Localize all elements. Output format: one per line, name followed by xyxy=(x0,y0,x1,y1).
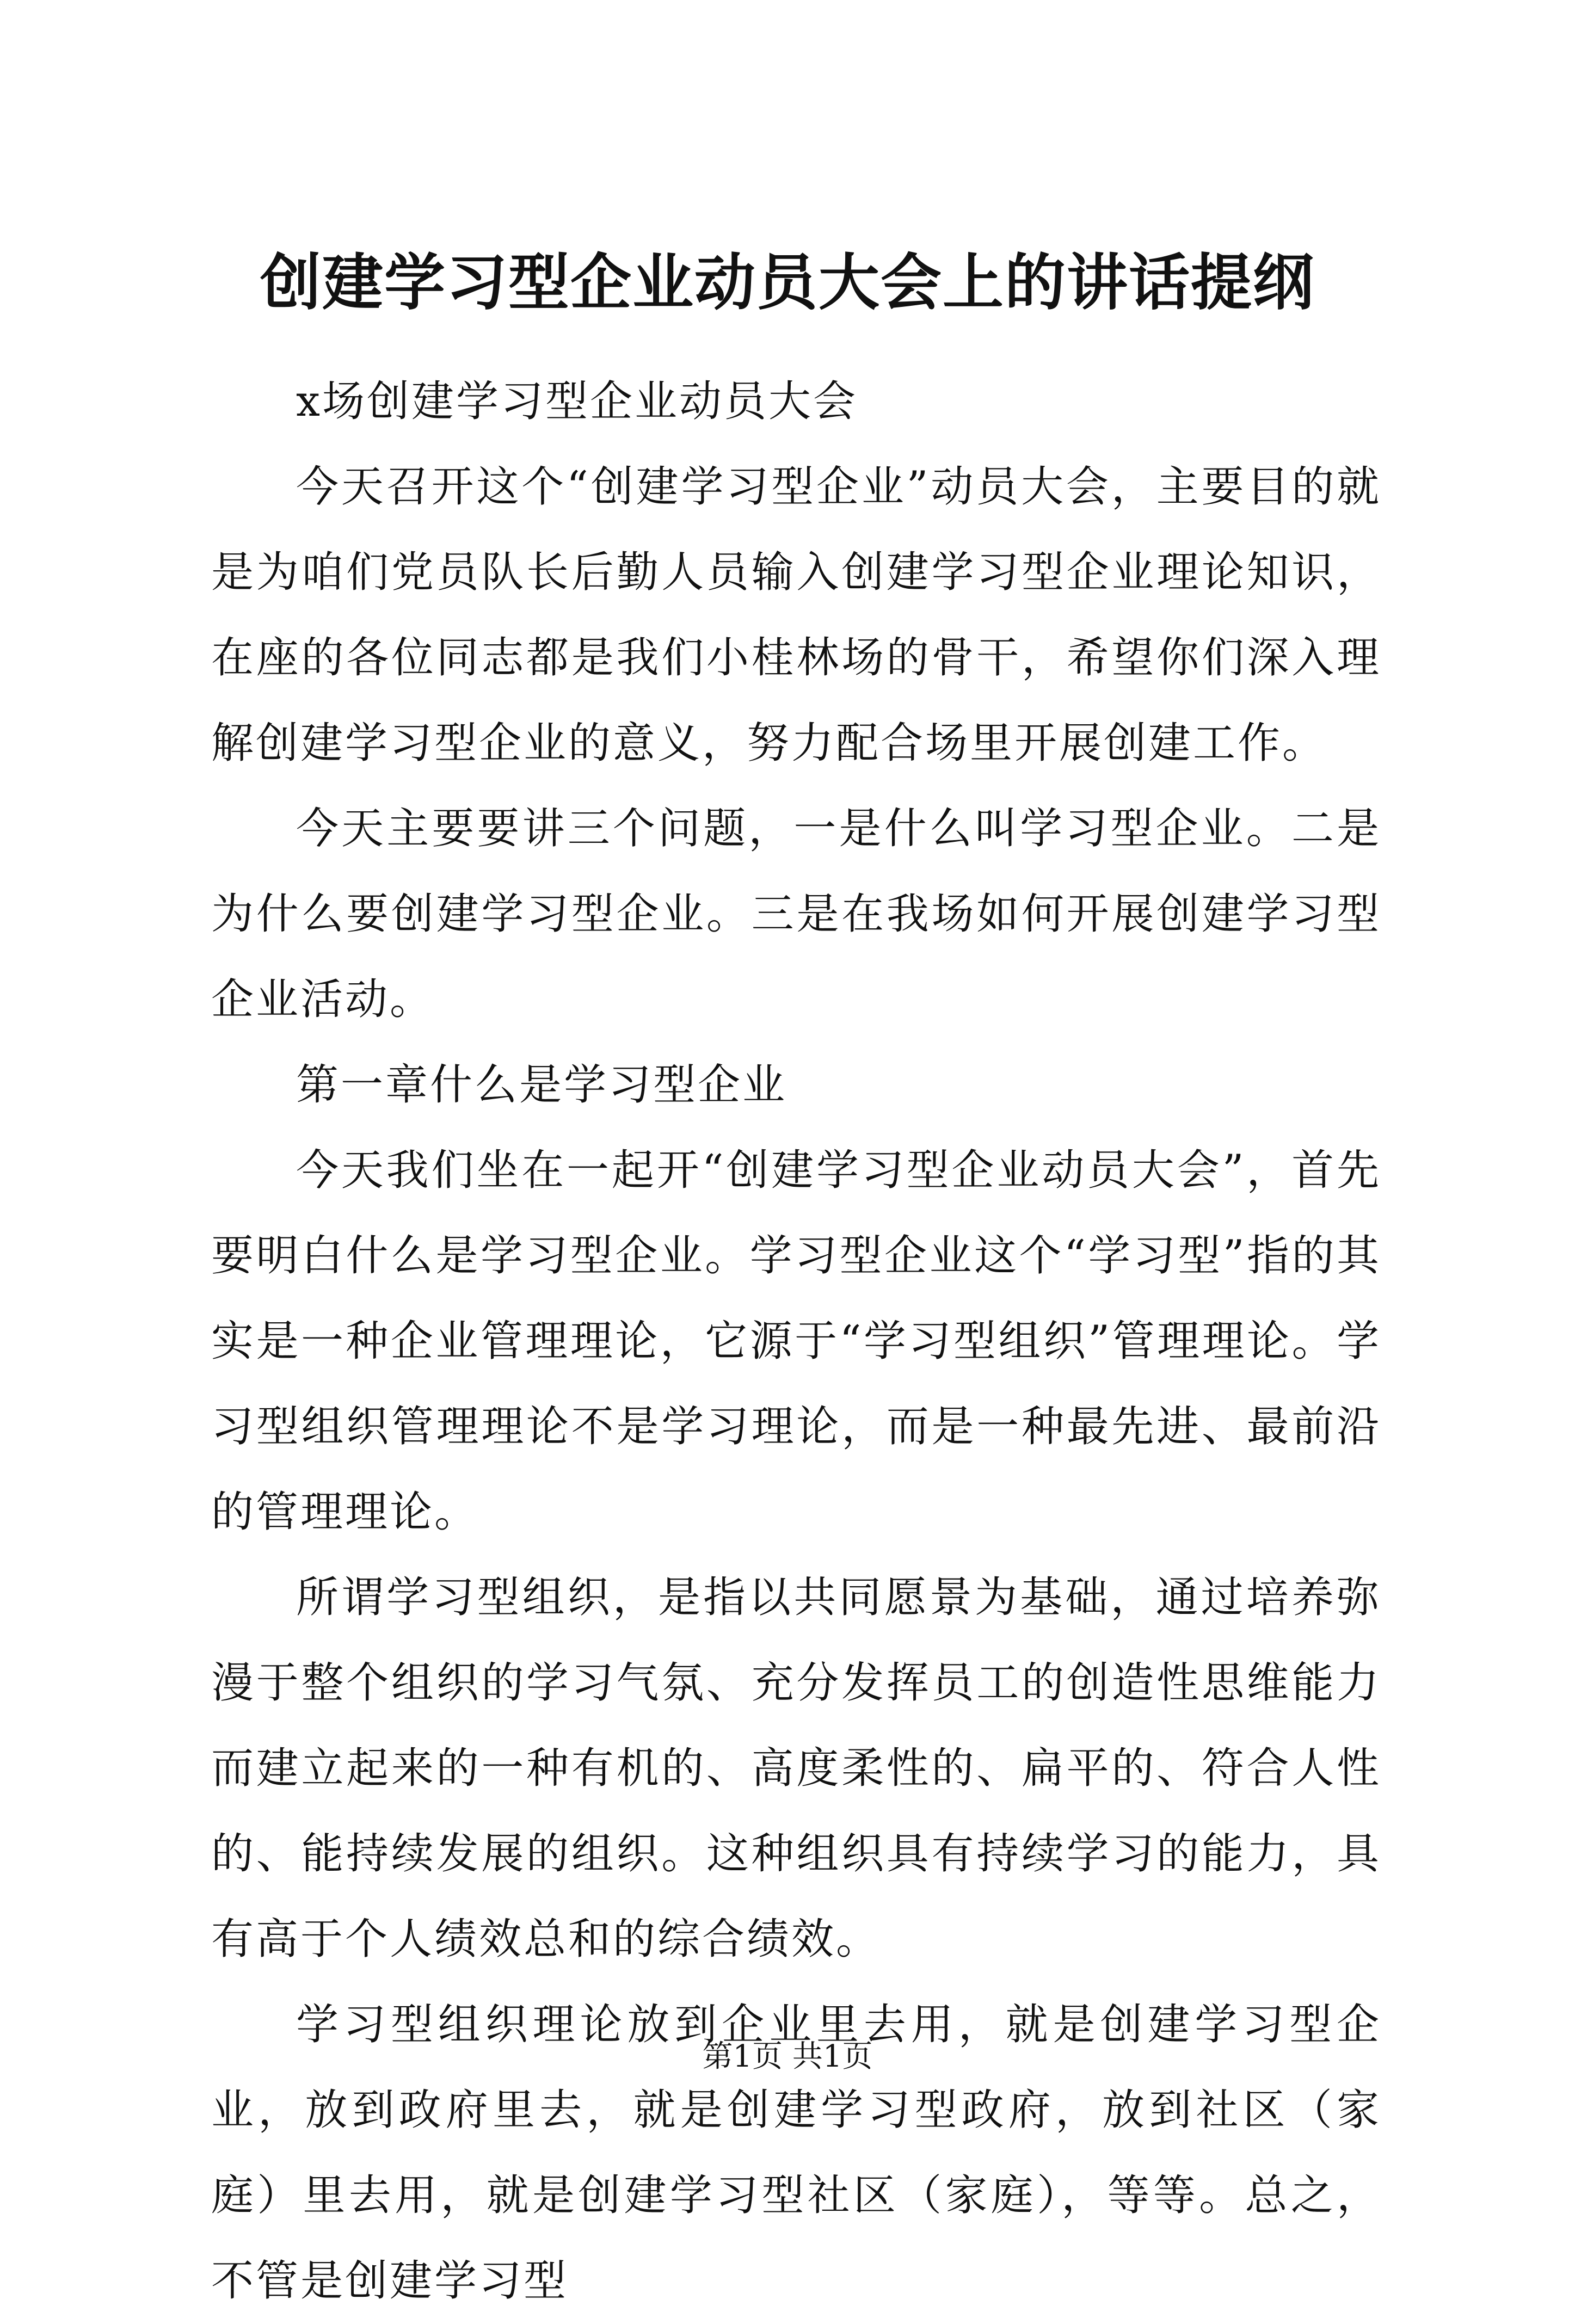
paragraph-three-questions: 今天主要要讲三个问题，一是什么叫学习型企业。二是为什么要创建学习型企业。三是在我场如何开展创建学习型企业活动。 xyxy=(211,804,1381,1024)
paragraph-subtitle: x场创建学习型企业动员大会 xyxy=(296,377,858,426)
paragraph-intro: 今天召开这个“创建学习型企业”动员大会，主要目的就是为咱们党员队长后勤人员输入创建学习型企业理论知识，在座的各位同志都是我们小桂林场的骨干，希望你们深入理解创建学习型企业的意义，努力配合场里开展创建工作。 xyxy=(211,463,1381,768)
paragraph-application: 学习型组织理论放到企业里去用，就是创建学习型企业，放到政府里去，就是创建学习型政府，放到社区（家庭）里去用，就是创建学习型社区（家庭），等等。总之，不管是创建学习型 xyxy=(211,2000,1381,2305)
document-title: 创建学习型企业动员大会上的讲话提纲 xyxy=(260,247,1315,318)
page-footer: 第1页 共1页 xyxy=(702,2039,873,2074)
paragraph-definition: 今天我们坐在一起开“创建学习型企业动员大会”，首先要明白什么是学习型企业。学习型企业这个“学习型”指的其实是一种企业管理理论，它源于“学习型组织”管理理论。学习型组织管理理论不是学习理论，而是一种最先进、最前沿的管理理论。 xyxy=(211,1146,1381,1537)
chapter-heading: 第一章什么是学习型企业 xyxy=(296,1061,788,1109)
paragraph-learning-organization: 所谓学习型组织，是指以共同愿景为基础，通过培养弥漫于整个组织的学习气氛、充分发挥员工的创造性思维能力而建立起来的一种有机的、高度柔性的、扁平的、符合人性的、能持续发展的组织。这种组织具有持续学习的能力，具有高于个人绩效总和的综合绩效。 xyxy=(211,1573,1381,1964)
document-body xyxy=(211,359,1381,2324)
